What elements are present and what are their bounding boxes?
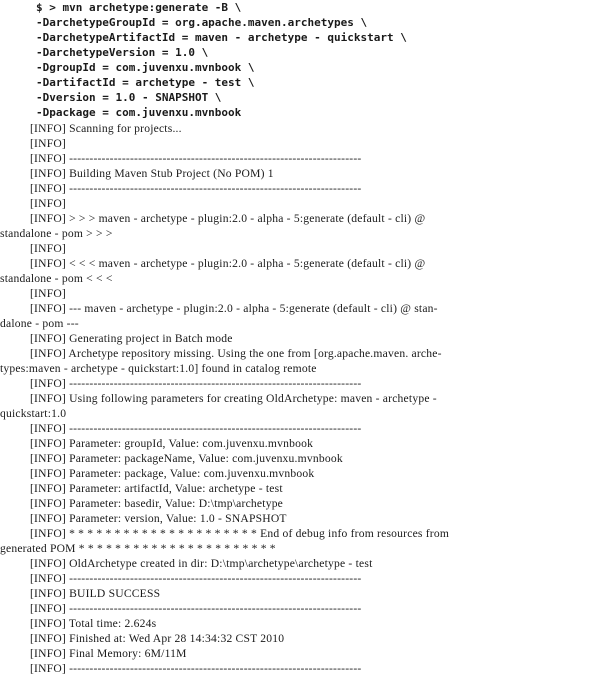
log-separator: [INFO] ------------------------------------------------------------------------ (30, 602, 362, 615)
log-separator: [INFO] ------------------------------------------------------------------------ (30, 422, 362, 435)
log-line: [INFO] --- maven - archetype - plugin:2.0 - alpha - 5:generate (default - cli) @ stan- (30, 302, 438, 315)
log-line-continuation: standalone - pom < < < (0, 272, 113, 285)
log-line: [INFO] (30, 197, 66, 210)
command-line: -DarchetypeVersion = 1.0 \ (36, 46, 209, 59)
command-line: $ > mvn archetype:generate -B \ (36, 1, 242, 14)
log-separator: [INFO] ------------------------------------------------------------------------ (30, 152, 362, 165)
log-line: [INFO] Parameter: package, Value: com.juvenxu.mvnbook (30, 467, 315, 480)
log-line: [INFO] Parameter: packageName, Value: com.juvenxu.mvnbook (30, 452, 343, 465)
log-line: [INFO] < < < maven - archetype - plugin:2.0 - alpha - 5:generate (default - cli) @ (30, 257, 426, 270)
command-line: -Dpackage = com.juvenxu.mvnbook (36, 106, 242, 119)
log-line: [INFO] (30, 242, 66, 255)
log-line: [INFO] OldArchetype created in dir: D:\tmp\archetype\archetype - test (30, 557, 373, 570)
log-separator: [INFO] ------------------------------------------------------------------------ (30, 182, 362, 195)
command-line: -Dversion = 1.0 - SNAPSHOT \ (36, 91, 222, 104)
log-line: [INFO] Parameter: groupId, Value: com.juvenxu.mvnbook (30, 437, 314, 450)
log-line: [INFO] Finished at: Wed Apr 28 14:34:32 CST 2010 (30, 632, 285, 645)
log-line: [INFO] Total time: 2.624s (30, 617, 157, 630)
log-line: [INFO] Parameter: basedir, Value: D:\tmp\archetype (30, 497, 284, 510)
log-line: [INFO] (30, 287, 66, 300)
log-separator: [INFO] ------------------------------------------------------------------------ (30, 377, 362, 390)
log-line: [INFO] Final Memory: 6M/11M (30, 647, 187, 660)
log-line-continuation: quickstart:1.0 (0, 407, 67, 420)
log-line-continuation: standalone - pom > > > (0, 227, 113, 240)
command-line: -DarchetypeGroupId = org.apache.maven.archetypes \ (36, 16, 368, 29)
log-line: [INFO] BUILD SUCCESS (30, 587, 161, 600)
log-line: [INFO] Using following parameters for creating OldArchetype: maven - archetype - (30, 392, 437, 405)
log-line: [INFO] * * * * * * * * * * * * * * * * * * * * * End of debug info from resources from (30, 527, 450, 540)
log-line: [INFO] Parameter: artifactId, Value: archetype - test (30, 482, 283, 495)
log-line-continuation: dalone - pom --- (0, 317, 79, 330)
command-line: -DartifactId = archetype - test \ (36, 76, 255, 89)
log-separator: [INFO] ------------------------------------------------------------------------ (30, 572, 362, 585)
log-line: [INFO] Parameter: version, Value: 1.0 - SNAPSHOT (30, 512, 287, 525)
log-line: [INFO] (30, 137, 66, 150)
command-line: -DgroupId = com.juvenxu.mvnbook \ (36, 61, 255, 74)
log-line: [INFO] Scanning for projects... (30, 122, 182, 135)
log-line: [INFO] Building Maven Stub Project (No POM) 1 (30, 167, 274, 180)
command-line: -DarchetypeArtifactId = maven - archetype - quickstart \ (36, 31, 407, 44)
log-line-continuation: types:maven - archetype - quickstart:1.0] found in catalog remote (0, 362, 317, 375)
log-line: [INFO] Generating project in Batch mode (30, 332, 233, 345)
log-line: [INFO] Archetype repository missing. Using the one from [org.apache.maven. arche- (30, 347, 442, 360)
log-separator: [INFO] ------------------------------------------------------------------------ (30, 662, 362, 675)
log-line: [INFO] > > > maven - archetype - plugin:2.0 - alpha - 5:generate (default - cli) @ (30, 212, 426, 225)
log-line-continuation: generated POM * * * * * * * * * * * * * * * * * * * * * * (0, 542, 276, 555)
